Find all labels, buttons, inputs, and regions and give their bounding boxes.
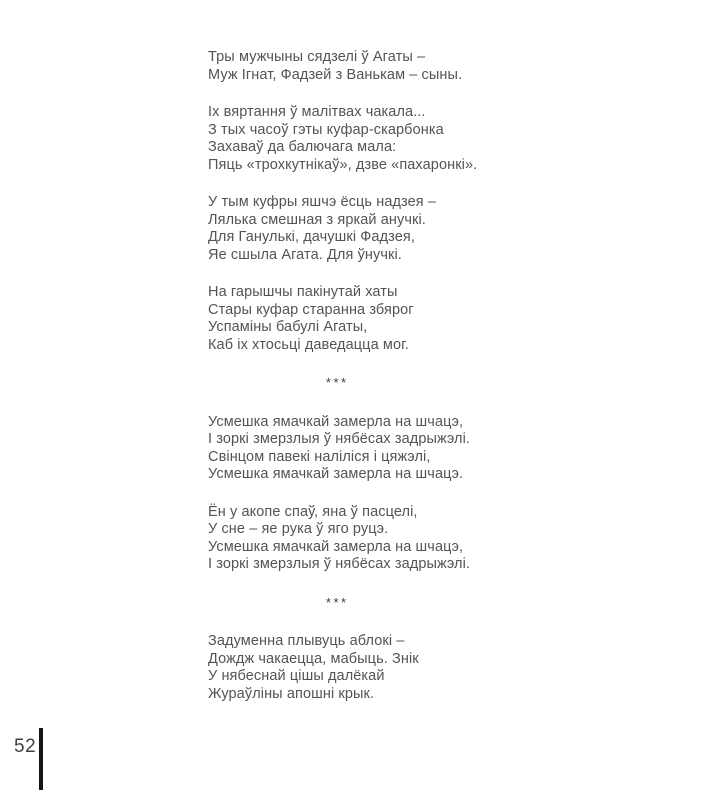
stanza-4 [208, 284, 464, 354]
poem-line: Ён у акопе спаў, яна ў пасцелі, [208, 503, 418, 520]
poem-line: Жураўліны апошні крык. [208, 685, 375, 702]
poem-line: Лялька смешная з яркай анучкі. [208, 211, 426, 228]
poem-line: Пяць «трохкутнікаў», дзве «пахаронкі». [208, 156, 478, 173]
poem-line: І зоркі змерзлыя ў нябёсах задрыжэлі. [208, 556, 471, 572]
poem-line: Муж Ігнат, Фадзей з Ванькам – сыны. [208, 66, 463, 83]
page-number: 52 [14, 736, 37, 757]
poem-line: Успаміны бабулі Агаты, [208, 319, 368, 335]
poem-line: Стары куфар старанна збярог [208, 301, 414, 318]
poem-line: І зоркі змерзлыя ў нябёсах задрыжэлі. [208, 431, 471, 447]
stanza-3 [208, 194, 464, 264]
section-separator: *** [325, 375, 349, 390]
poem-line: У тым куфры яшчэ ёсць надзея – [208, 194, 437, 210]
poem-line: Задуменна плывуць аблокі – [208, 633, 405, 649]
poem-line: З тых часоў гэты куфар-скарбонка [208, 121, 444, 138]
poem-line: Дождж чакаецца, мабыць. Знік [208, 650, 419, 667]
poem-line: У сне – яе рука ў яго руцэ. [208, 521, 389, 537]
poem-line: Захаваў да балючага мала: [208, 139, 397, 155]
poem-line: Іх вяртання ў малітвах чакала... [208, 104, 426, 120]
poem-line: Усмешка ямачкай замерла на шчацэ. [208, 466, 464, 482]
poem-line: У нябеснай цішы далёкай [208, 668, 385, 684]
stanza-6 [208, 503, 471, 574]
poem-line: Для Ганулькі, дачушкі Фадзея, [208, 229, 415, 245]
poem-text-column [208, 49, 478, 723]
stanza-2 [208, 104, 478, 174]
stanza-5 [208, 413, 471, 484]
poem-line: Каб іх хтосьці даведацца мог. [208, 336, 409, 353]
poem-line: Яе сшыла Агата. Для ўнучкі. [208, 246, 402, 263]
stanza-7 [208, 633, 464, 703]
poem-line: Усмешка ямачкай замерла на шчацэ, [208, 413, 464, 430]
poem-line: Усмешка ямачкай замерла на шчацэ, [208, 538, 464, 555]
page-margin-rule [39, 728, 43, 790]
section-separator: *** [325, 594, 349, 610]
poem-line: Свінцом павекі наліліся і цяжэлі, [208, 448, 431, 465]
poem-line: На гарышчы пакінутай хаты [208, 284, 398, 300]
stanza-1 [208, 49, 464, 84]
poem-line: Тры мужчыны сядзелі ў Агаты – [208, 49, 426, 65]
